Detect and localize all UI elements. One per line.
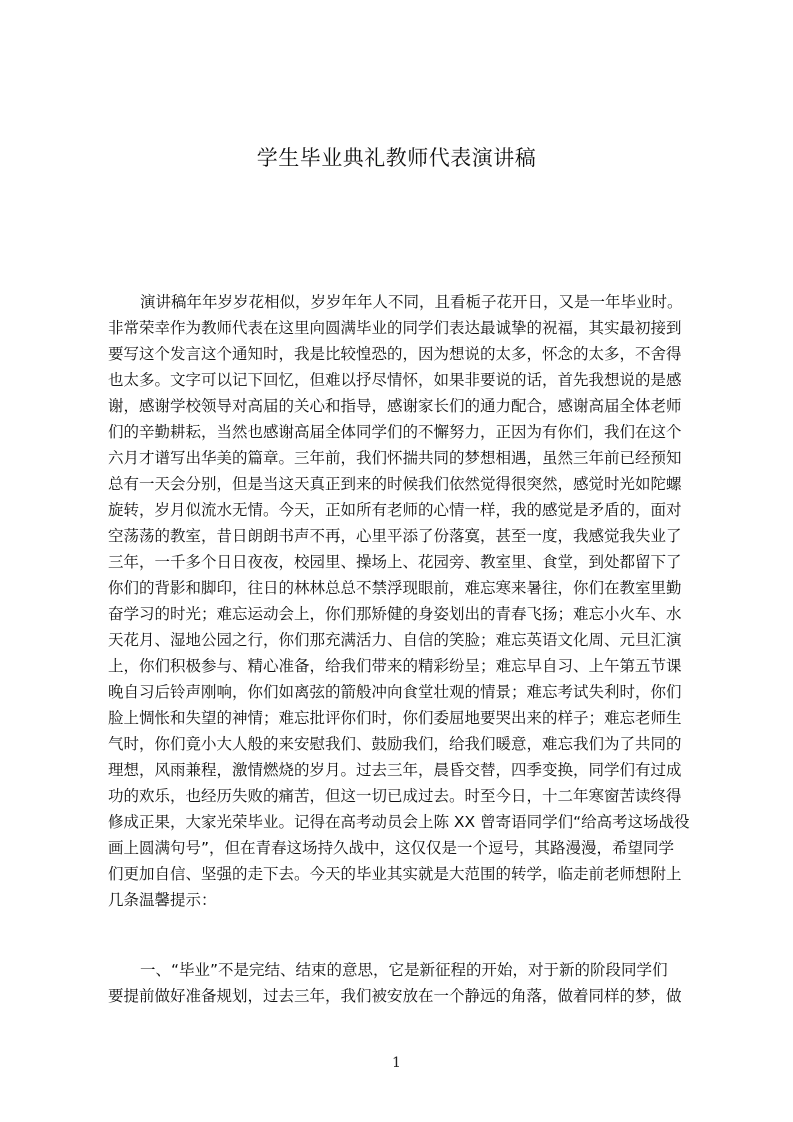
text-line: 也太多。文字可以记下回忆，但难以抒尽情怀，如果非要说的话，首先我想说的是感 [108, 371, 682, 389]
text-line: 空荡荡的教室，昔日朗朗书声不再，心里平添了份落寞，甚至一度，我感觉我失业了 [108, 527, 682, 545]
text-line: 谢，感谢学校领导对高届的关心和指导，感谢家长们的通力配合，感谢高届全体老师 [108, 397, 682, 415]
text-line: 六月才谱写出华美的篇章。三年前，我们怀揣共同的梦想相遇，虽然三年前已经预知 [108, 449, 682, 467]
paragraph-1 [108, 289, 698, 913]
text-line: 们的辛勤耕耘，当然也感谢高届全体同学们的不懈努力，正因为有你们，我们在这个 [108, 423, 682, 441]
text-line: 旋转，岁月似流水无情。今天，正如所有老师的心情一样，我的感觉是矛盾的，面对 [108, 501, 682, 519]
text-line: 总有一天会分别，但是当这天真正到来的时候我们依然觉得很突然，感觉时光如陀螺 [108, 475, 682, 493]
text-line: 三年，一千多个日日夜夜，校园里、操场上、花园旁、教室里、食堂，到处都留下了 [108, 553, 682, 571]
text-line: 一、“毕业”不是完结、结束的意思，它是新征程的开始，对于新的阶段同学们 [140, 961, 668, 979]
page-number: 1 [392, 1055, 401, 1071]
text-line: 画上圆满句号”，但在青春这场持久战中，这仅仅是一个逗号，其路漫漫，希望同学 [108, 839, 675, 857]
text-line: 气时，你们竟小大人般的来安慰我们、鼓励我们，给我们暖意，难忘我们为了共同的 [108, 735, 682, 753]
paragraph-2 [108, 957, 698, 1009]
text-line: 天花月、湿地公园之行，你们那充满活力、自信的笑脸；难忘英语文化周、元旦汇演 [108, 631, 682, 649]
text-line: 非常荣幸作为教师代表在这里向圆满毕业的同学们表达最诚挚的祝福，其实最初接到 [108, 319, 682, 337]
text-line: 演讲稿年年岁岁花相似，岁岁年年人不同，且看栀子花开日，又是一年毕业时。 [140, 293, 683, 311]
text-line: 几条温馨提示： [108, 891, 217, 909]
text-line: 奋学习的时光；难忘运动会上，你们那矫健的身姿划出的青春飞扬；难忘小火车、水 [108, 605, 682, 623]
text-line: 理想，风雨兼程，激情燃烧的岁月。过去三年，晨昏交替，四季变换，同学们有过成 [108, 761, 682, 779]
text-line: 要写这个发言这个通知时，我是比较惶恐的，因为想说的太多，怀念的太多，不舍得 [108, 345, 682, 363]
document-title: 学生毕业典礼教师代表演讲稿 [256, 146, 537, 170]
text-line: 们更加自信、坚强的走下去。今天的毕业其实就是大范围的转学，临走前老师想附上 [108, 865, 682, 883]
text-line: 你们的背影和脚印，往日的林林总总不禁浮现眼前，难忘寒来暑往，你们在教室里勤 [108, 579, 682, 597]
text-line: 修成正果，大家光荣毕业。记得在高考动员会上陈 XX 曾寄语同学们“给高考这场战役 [108, 813, 690, 831]
text-line: 要提前做好准备规划，过去三年，我们被安放在一个静远的角落，做着同样的梦，做 [108, 987, 682, 1005]
text-line: 功的欢乐，也经历失败的痛苦，但这一切已成过去。时至今日，十二年寒窗苦读终得 [108, 787, 682, 805]
text-line: 上，你们积极参与、精心准备，给我们带来的精彩纷呈；难忘早自习、上午第五节课 [108, 657, 682, 675]
text-line: 晚自习后铃声刚响，你们如离弦的箭般冲向食堂壮观的情景；难忘考试失利时，你们 [108, 683, 682, 701]
text-line: 脸上惆怅和失望的神情；难忘批评你们时，你们委屈地要哭出来的样子；难忘老师生 [108, 709, 682, 727]
